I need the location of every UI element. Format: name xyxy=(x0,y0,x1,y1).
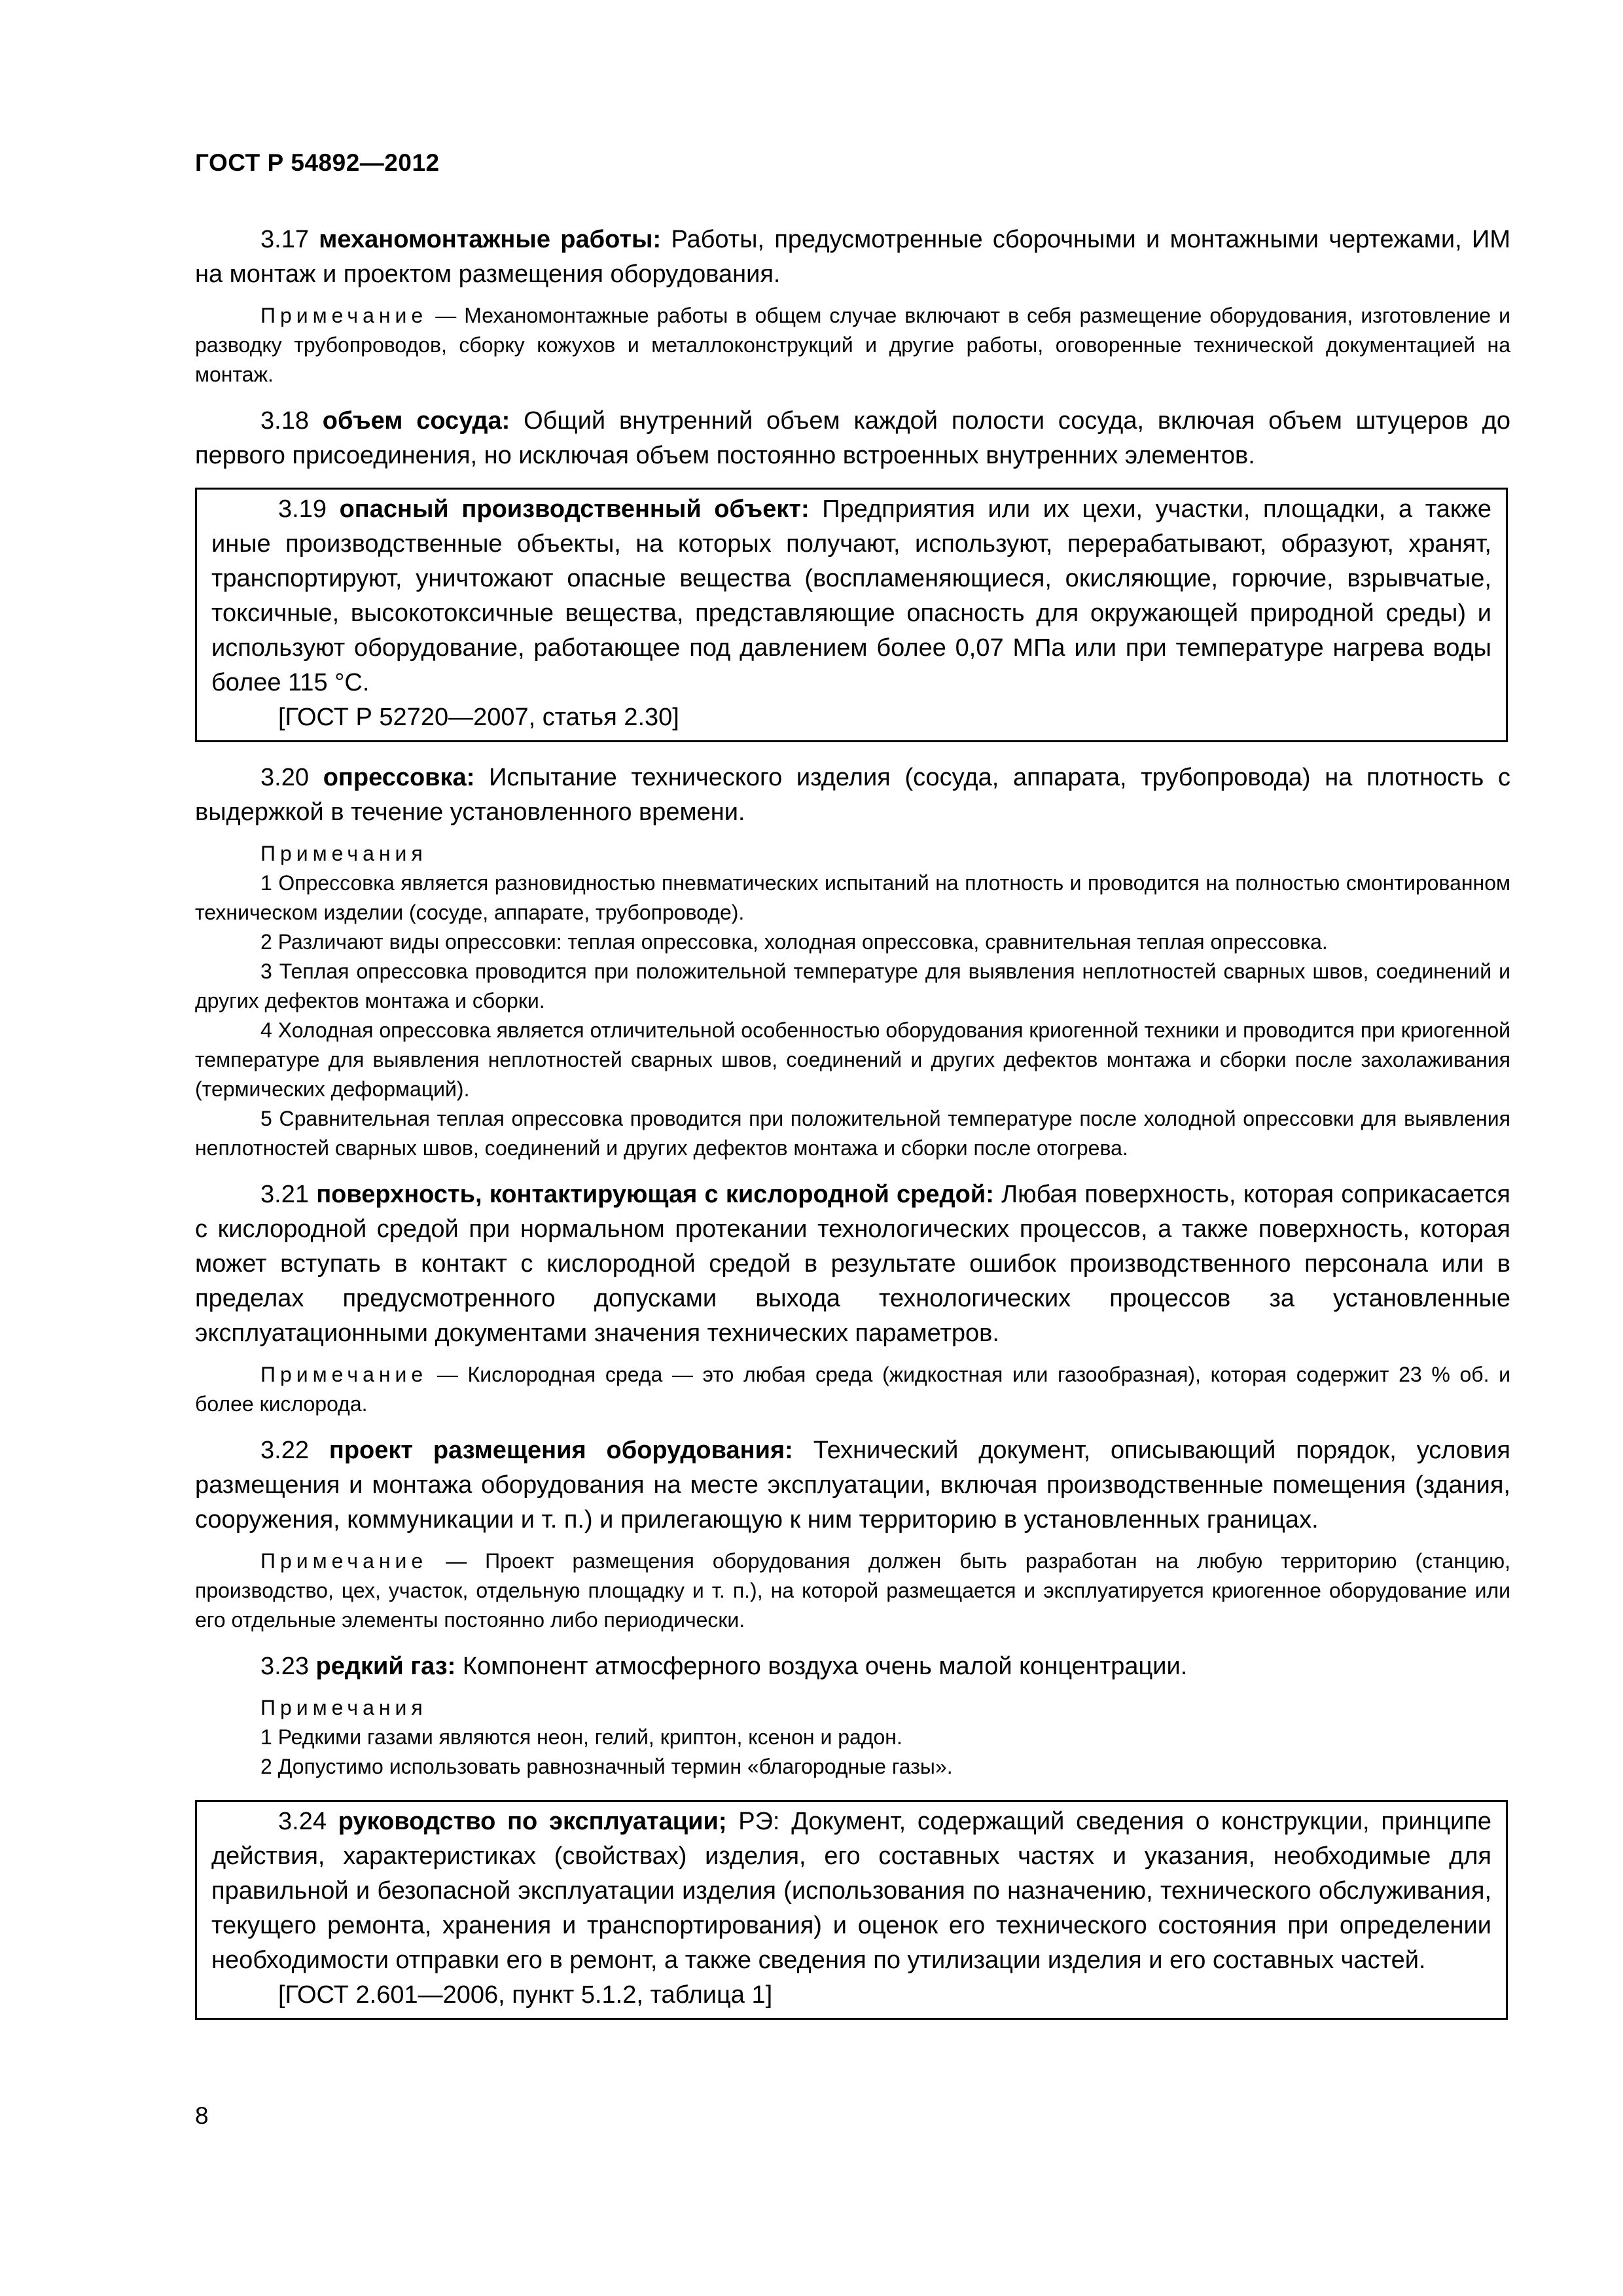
term: опрессовка: xyxy=(323,764,475,791)
note-item: 1 Редкими газами являются неон, гелий, криптон, ксенон и радон. xyxy=(260,1725,902,1749)
note-item: 3 Теплая опрессовка проводится при положительной температуре для выявления неплотностей сварных швов, соединений и других дефектов монтажа и сборки. xyxy=(195,960,1510,1013)
term: механомонтажные работы: xyxy=(319,226,662,253)
definition-3-24 xyxy=(211,1804,1491,1978)
boxed-definition-3-24 xyxy=(195,1800,1508,2020)
note-label: Примечание xyxy=(260,1549,428,1573)
definition-3-20 xyxy=(195,761,1510,830)
definition-text: Работы, предусмотренные сборочными и монтажными чертежами, ИМ на монтаж и проектом размещения оборудования. xyxy=(195,226,1510,288)
note-item: 2 Допустимо использовать равнозначный термин «благородные газы». xyxy=(260,1755,953,1778)
clause-number: 3.18 xyxy=(260,407,309,435)
definition-3-21 xyxy=(195,1177,1510,1351)
note-text: — Проект размещения оборудования должен быть разработан на любую территорию (станцию, производство, цех, участок, отдельную площадку и т. п.), на которой размещается и эксплуатируется криогенное оборудование или его отдельные элементы постоянно либо периодически. xyxy=(195,1549,1510,1632)
term: опасный производственный объект: xyxy=(339,495,810,523)
clause-number: 3.22 xyxy=(260,1437,309,1464)
note-item: 5 Сравнительная теплая опрессовка проводится при положительной температуре после холодной опрессовки для выявления неплотностей сварных швов, соединений и других дефектов монтажа и сборки после отогрева. xyxy=(195,1107,1510,1160)
term: поверхность, контактирующая с кислородной средой: xyxy=(316,1181,994,1208)
notes-label: Примечания xyxy=(260,1696,427,1719)
source-reference: [ГОСТ 2.601—2006, пункт 5.1.2, таблица 1] xyxy=(278,1981,773,2009)
clause-number: 3.20 xyxy=(260,764,309,791)
definition-text: РЭ: Документ, содержащий сведения о конструкции, принципе действия, характеристиках (свойствах) изделия, его составных частях и указания, необходимые для правильной и безопасной эксплуатации изделия (использования по назначению, технического обслуживания, текущего ремонта, хранения и транспортирования) и оценок его технического состояния при определении необходимости отправки его в ремонт, а также сведения по утилизации изделия и его составных частей. xyxy=(211,1808,1491,1974)
note-item: 2 Различают виды опрессовки: теплая опрессовка, холодная опрессовка, сравнительная теплая опрессовка. xyxy=(260,930,1328,954)
notes-label: Примечания xyxy=(260,842,427,865)
definition-3-17 xyxy=(195,223,1510,292)
term: объем сосуда: xyxy=(322,407,510,435)
note-3-21 xyxy=(195,1360,1510,1419)
standard-code: ГОСТ Р 54892—2012 xyxy=(195,149,440,176)
clause-number: 3.23 xyxy=(260,1653,309,1680)
definition-text: Общий внутренний объем каждой полости сосуда, включая объем штуцеров до первого присоединения, но исключая объем постоянно встроенных внутренних элементов. xyxy=(195,407,1511,469)
definition-text: Компонент атмосферного воздуха очень малой концентрации. xyxy=(462,1653,1188,1680)
clause-number: 3.24 xyxy=(278,1808,327,1835)
definition-text: Любая поверхность, которая соприкасается с кислородной средой при нормальном протекании технологических процессов, а также поверхность, которая может вступать в контакт с кислородной средой в результате ошибок производственного персонала или в пределах предусмотренного допусками выхода технологических процессов за установленные эксплуатационными документами значения технических параметров. xyxy=(195,1181,1510,1347)
definitions-content xyxy=(195,223,1510,2020)
note-text: — Кислородная среда — это любая среда (жидкостная или газообразная), которая содержит 23 % об. и более кислорода. xyxy=(195,1363,1510,1416)
definition-3-22 xyxy=(195,1433,1510,1537)
clause-number: 3.19 xyxy=(278,495,327,523)
definition-3-19 xyxy=(211,492,1491,700)
note-label: Примечание xyxy=(260,304,428,327)
definition-3-23 xyxy=(195,1649,1510,1684)
source-reference: [ГОСТ Р 52720—2007, статья 2.30] xyxy=(278,704,679,731)
term: проект размещения оборудования: xyxy=(329,1437,793,1464)
note-text: — Механомонтажные работы в общем случае включают в себя размещение оборудования, изготовление и разводку трубопроводов, сборку кожухов и металлоконструкций и другие работы, оговоренные технической документацией на монтаж. xyxy=(195,304,1510,386)
definition-text: Технический документ, описывающий порядок, условия размещения и монтажа оборудования на месте эксплуатации, включая производственные помещения (здания, сооружения, коммуникации и т. п.) и прилегающую к ним территорию в установленных границах. xyxy=(195,1437,1511,1534)
definition-text: Испытание технического изделия (сосуда, аппарата, трубопровода) на плотность с выдержкой в течение установленного времени. xyxy=(195,764,1510,826)
note-item: 4 Холодная опрессовка является отличительной особенностью оборудования криогенной техники и проводится при криогенной температуре для выявления неплотностей сварных швов, соединений и других дефектов монтажа и сборки после захолаживания (термических деформаций). xyxy=(195,1018,1510,1101)
document-header xyxy=(195,149,440,177)
note-3-17 xyxy=(195,301,1510,389)
clause-number: 3.17 xyxy=(260,226,309,253)
term: редкий газ: xyxy=(315,1653,456,1680)
page-number: 8 xyxy=(195,2102,209,2129)
boxed-definition-3-19 xyxy=(195,488,1508,742)
clause-number: 3.21 xyxy=(260,1181,309,1208)
note-item: 1 Опрессовка является разновидностью пневматических испытаний на плотность и проводится на полностью смонтированном техническом изделии (сосуде, аппарате, трубопроводе). xyxy=(195,871,1510,924)
definition-3-18 xyxy=(195,404,1510,473)
note-3-22 xyxy=(195,1547,1510,1635)
definition-text: Предприятия или их цехи, участки, площадки, а также иные производственные объекты, на которых получают, используют, перерабатывают, образуют, хранят, транспортируют, уничтожают опасные вещества (воспламеняющиеся, окисляющие, горючие, взрывчатые, токсичные, высокотоксичные вещества, представляющие опасность для окружающей природной среды) и используют оборудование, работающее под давлением более 0,07 МПа или при температуре нагрева воды более 115 °С. xyxy=(211,495,1491,696)
note-label: Примечание xyxy=(260,1363,428,1386)
term: руководство по эксплуатации; xyxy=(338,1808,727,1835)
